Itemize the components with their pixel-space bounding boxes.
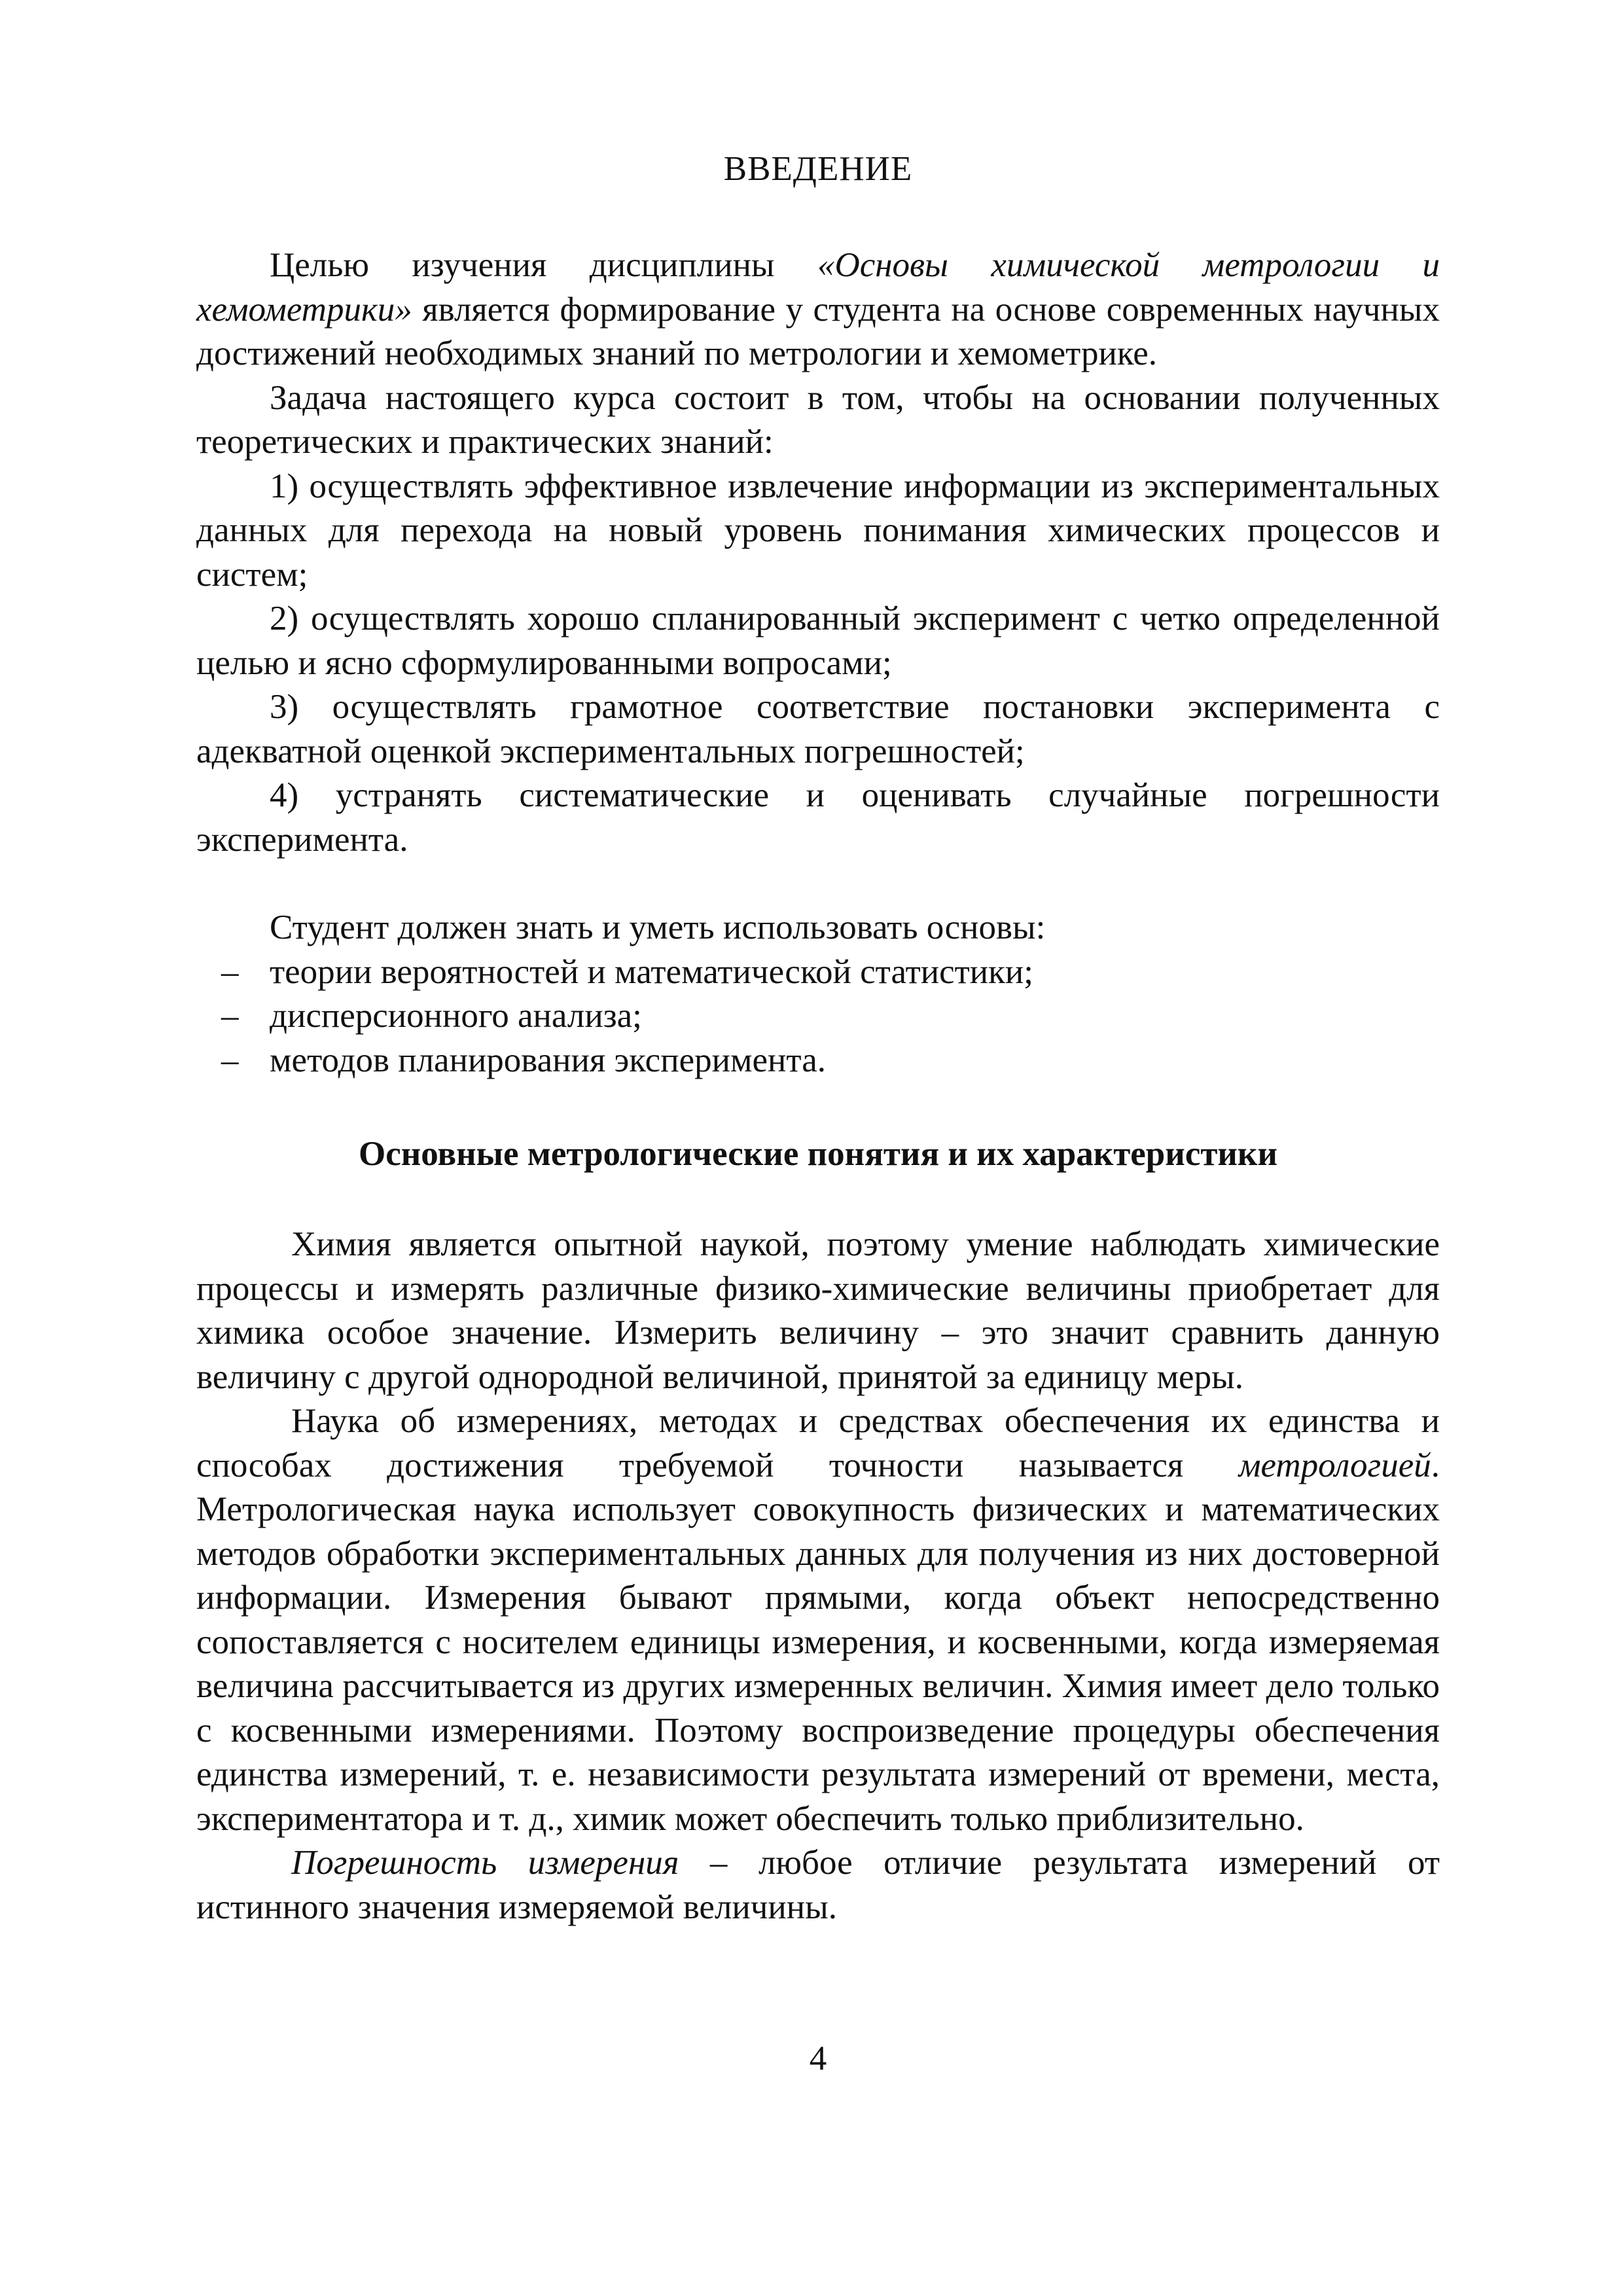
dash-marker: – [221,1041,239,1079]
section-paragraph-1: Химия является опытной наукой, поэтому умение наблюдать химические процессы и измерять различные физико-химические величины приобретает для химика особое значение. Измерить величину – это значит сравнить данную величину с другой однородной величиной, принятой за единицу меры. [196,1225,1440,1396]
list-item-text: теории вероятностей и математической статистики; [270,952,1034,991]
discipline-name: «Основы химической метрологии и хемометрики» [196,246,1440,329]
list-item [196,1039,1440,1083]
dash-marker: – [221,952,239,991]
intro-paragraph-3: Студент должен знать и уметь использовать основы: [270,908,1046,946]
page-number: 4 [809,2039,827,2077]
task-item-3: 3) осуществлять грамотное соответствие постановки эксперимента с адекватной оценкой экспериментальных погрешностей; [196,688,1440,770]
section-paragraph-2 [196,1399,1440,1841]
intro-paragraph-2: Задача настоящего курса состоит в том, чтобы на основании полученных теоретических и практических знаний: [196,378,1440,461]
term-measurement-error: Погрешность измерения [291,1844,679,1882]
spacer [196,862,1440,906]
term-metrology: метрологией [1238,1446,1431,1484]
dash-marker: – [221,997,239,1035]
list-item [196,994,1440,1039]
section-p2-text-end: . Метрологическая наука использует совокупность физических и математических методов обработки экспериментальных данных для получения из них достоверной информации. Измерения бывают прямыми, когда объект непосредственно сопоставляется с носителем единицы измерения, и косвенными, когда измеряемая величина рассчитывается из других измеренных величин. Химия имеет дело только с косвенными измерениями. Поэтому воспроизведение процедуры обеспечения единства измерений, т. е. независимости результата измерений от времени, места, экспериментатора и т. д., химик может обеспечить только приблизительно. [196,1446,1440,1838]
intro-p1-text: Целью изучения дисциплины [270,246,817,284]
section-p3-text: – любое отличие результата измерений от истинного значения измеряемой величины. [196,1844,1440,1926]
section-p2-text: Наука об измерениях, методах и средствах обеспечения их единства и способах достижения требуемой точности называется [196,1402,1440,1484]
task-item-4: 4) устранять систематические и оценивать случайные погрешности эксперимента. [196,776,1440,859]
section-title: Основные метрологические понятия и их характеристики [358,1135,1277,1173]
intro-paragraph-1 [196,243,1440,376]
page-title: ВВЕДЕНИЕ [723,150,913,188]
intro-block [196,243,1440,1083]
intro-p1-text-end: является формирование у студента на основе современных научных достижений необходимых знаний по метрологии и хемометрике. [196,290,1440,372]
task-item-2: 2) осуществлять хорошо спланированный эксперимент с четко определенной целью и ясно сформулированными вопросами; [196,600,1440,682]
list-item-text: методов планирования эксперимента. [270,1041,826,1079]
section-block [196,1223,1440,1929]
list-item-text: дисперсионного анализа; [270,997,642,1035]
list-item [196,950,1440,995]
section-paragraph-3 [196,1841,1440,1929]
task-item-1: 1) осуществлять эффективное извлечение информации из экспериментальных данных для перехода на новый уровень понимания химических процессов и систем; [196,467,1440,594]
